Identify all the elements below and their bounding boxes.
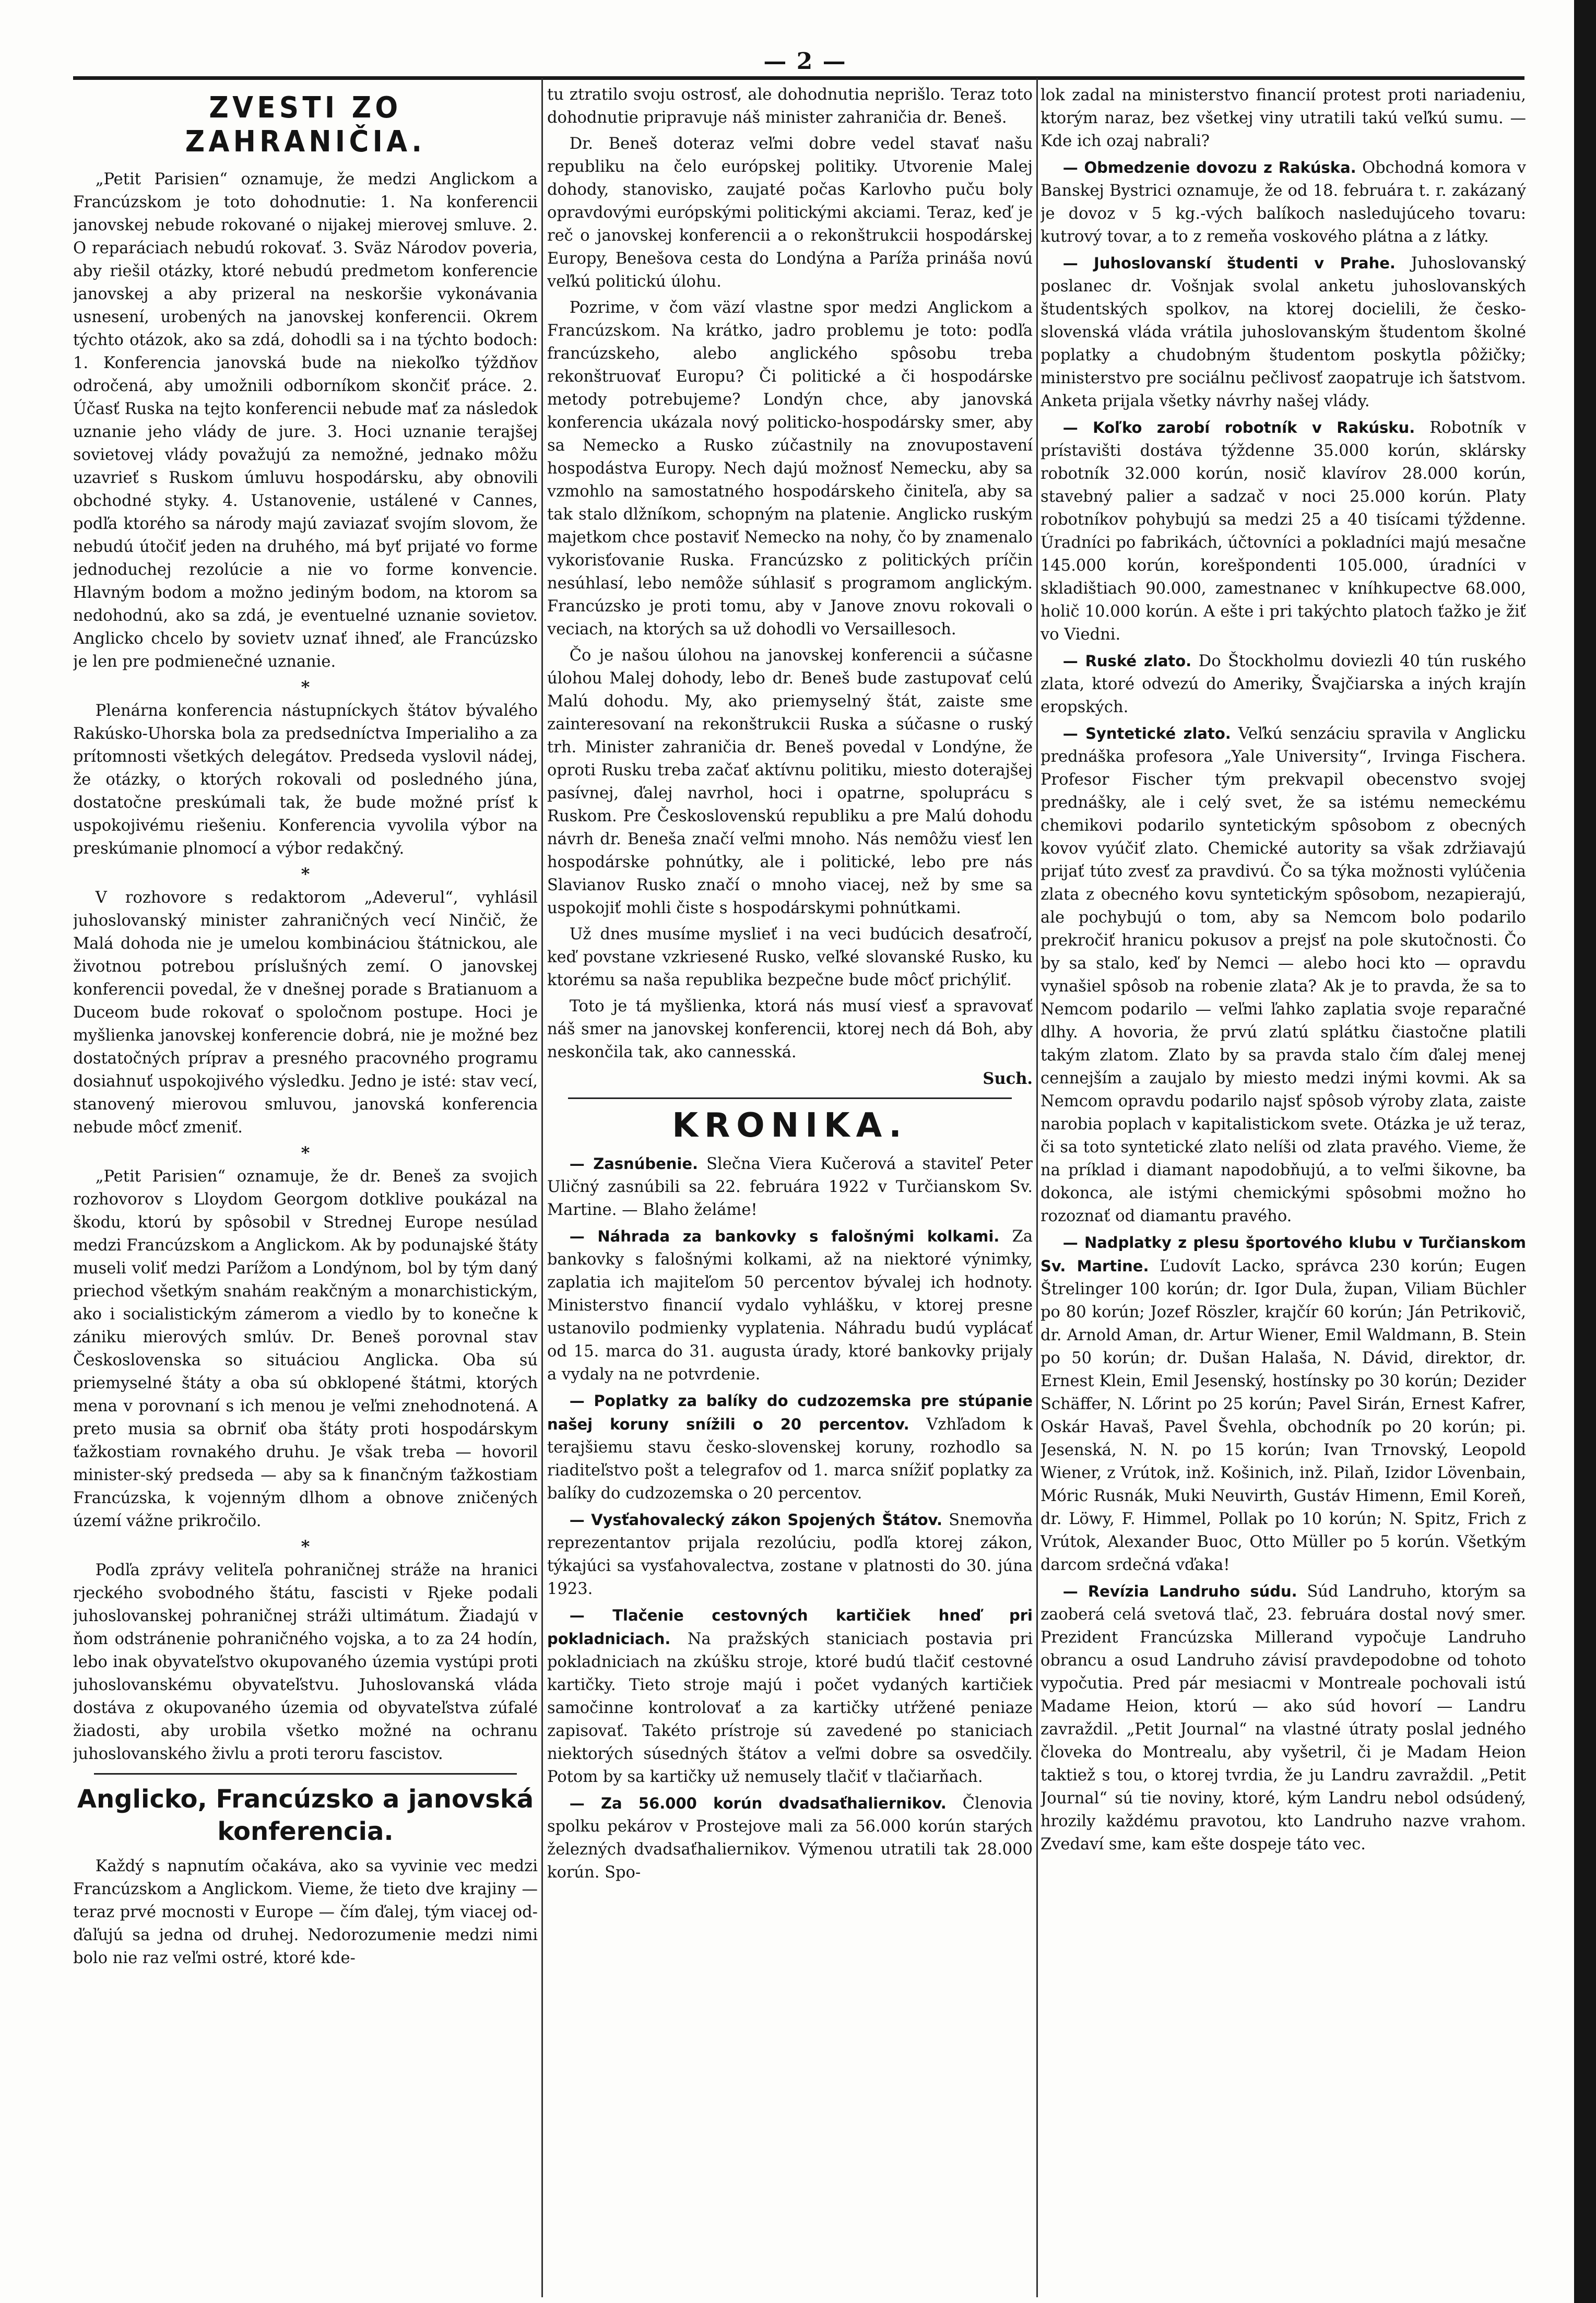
scan-edge <box>1574 0 1596 2303</box>
article-paragraph: Pozrime, v čom väzí vlastne spor medzi Anglickom a Francúzskom. Na krátko, jadro problemu je toto: podľa francúzskeho, alebo anglického spôsobu treba rekonštruovať Europu? Či politické a či hospodárske metody potrebujeme? Londýn chce, aby janovská konferencia ukázala nový politicko-hospodársky smer, aby sa Nemecko a Rusko zúčastnily na znovupostavení hospodástva Europy. Nech dajú možnosť Nemecku, aby sa vzmohlo na samostatného hospodárskeho činiteľa, aby sa tak stalo dlžníkom, schopným na platenie. Anglicko ruským majetkom chce postaviť Nemecko na nohy, čo by znamenalo vykorisťovanie Ruska. Francúzsko z politických príčin nesúhlasí, lebo nemôže súhlasiť s programom anglickým. Francúzsko je proti tomu, aby v Janove znovu rokovali o veciach, na ktorých sa už dohodli vo Versaillesoch. <box>547 299 1033 639</box>
kronika-item-title: — Ruské zlato. <box>1062 652 1192 670</box>
section-heading: ZVESTI ZO ZAHRANIČIA. <box>185 91 426 159</box>
kronika-item-text: Členovia spolku pekárov v Prostejove mali za 56.000 korún starých železných dvadsaťhaliernikov. Výmenou utratili tak 28.000 korún. Spo- <box>547 1794 1033 1882</box>
article-paragraph: Toto je tá myšlienka, ktorá nás musí viesť a spravovať náš smer na janovskej konferencii, ktorej nech dá Boh, aby neskončila tak, ako cannesská. <box>547 997 1033 1061</box>
separator-star: * <box>301 677 310 697</box>
kronika-item <box>547 1604 1033 1789</box>
kronika-item <box>547 1389 1033 1505</box>
kronika-item <box>547 1508 1033 1601</box>
kronika-item-title: — Za 56.000 korún dvadsaťhaliernikov. <box>569 1794 947 1812</box>
column-rule <box>541 78 543 2297</box>
article-paragraph: Už dnes musíme myslieť i na veci budúcich desaťročí, keď povstane vzkriesené Rusko, veľké slovanské Rusko, ku ktorému sa naša republika bezpečne bude môcť prichýliť. <box>547 925 1033 989</box>
kronika-item-text: Za bankovky s falošnými kolkami, až na niektoré výnimky, zaplatia ich majiteľom 50 percentov bývalej ich hodnoty. Ministerstvo financií vydalo vyhlášku, v ktorej presne ustanovilo podmienky vyplatenia. Náhradu budú vyplácať od 15. marca do 31. augusta úrady, ktoré bankovky prijaly a vydaly na ne potvrdenie. <box>547 1227 1033 1384</box>
kronika-item-title: — Juhoslovanskí študenti v Prahe. <box>1062 254 1396 272</box>
kronika-item <box>1041 252 1526 413</box>
kronika-item-text: Do Štockholmu doviezli 40 tún ruského zlata, ktoré odvezú do Ameriky, Švajčiarska a iných krajín eropských. <box>1041 652 1526 716</box>
news-item: „Petit Parisien“ oznamuje, že medzi Anglickom a Francúzskom je toto dohodnutie: 1. Na konferencii janovskej nebude rokované o nijakej mierovej smluve. 2. O reparáciach nebudú rokovať. 3. Sväz Národov poveria, aby riešil otázky, ktoré nebudú predmetom konferencie janovskej a aby prizeral na neskoršie vykonávania usnesení, urobených na janovskej konferencii. Okrem týchto otázok, ako sa zdá, dohodli sa i na týchto bodoch: 1. Konferencia janovská bude na niekoľko týždňov odročená, aby umožnili odborníkom skončiť práce. 2. Účasť Ruska na tejto konferencii nebude mať za následok uznanie jeho vlády de jure. 3. Hoci uznanie terajšej sovietovej vlády považujú za nemožné, jednako môžu uzavrieť s Ruskom úmluvu hospodársku, aby obnovili obchodné styky. 4. Ustanovenie, ustálené v Cannes, podľa ktorého sa národy majú zaviazať svojím slovom, že nebudú útočiť jeden na druhého, má byť prijaté vo forme jednoduchej rezolúcie a nie vo forme konvencie. Hlavným bodom a možno jediným bodom, na ktorom sa nedohodnú, ako sa zdá, je eventuelné uznanie sovietov. Anglicko chcelo by sovietv uznať ihneď, ale Francúzsko je len pre podmienečné uznanie. <box>73 170 538 671</box>
news-item: Podľa zprávy veliteľa pohraničnej stráže na hranici rjeckého svobodného štátu, fascisti v Rjeke podali juhoslovanskej pohraničnej stráži ultimátum. Žiadajú v ňom odstránenie pohraničného vojska, a to za 24 hodín, lebo inak obyvateľstvo okupovaného územia vystúpi proti juhoslovanskému obyvateľstvu. Juhoslovanská vláda dostáva z okupovaného územia od obyvateľstva zúfalé žiadosti, aby urobila všetko možné na ochranu juhoslovanského živlu a proti teroru fascistov. <box>73 1561 538 1763</box>
kronika-item-title: — Tlačenie cestovných kartičiek hneď pri pokladniciach. <box>547 1607 1033 1648</box>
kronika-item <box>1041 156 1526 249</box>
kronika-item-title: — Koľko zarobí robotník v Rakúsku. <box>1062 419 1415 436</box>
separator-star: * <box>301 1143 310 1163</box>
column-1 <box>73 84 538 1973</box>
article-heading: Anglicko, Francúzsko a janovská konferencia. <box>77 1785 534 1846</box>
separator-star: * <box>301 864 310 884</box>
kronika-item-title: — Zasnúbenie. <box>569 1155 699 1173</box>
kronika-item <box>1041 1580 1526 1856</box>
column-3 <box>1041 84 1526 1859</box>
news-item: „Petit Parisien“ oznamuje, že dr. Beneš za svojich rozhovorov s Lloydom Georgom dotklive poukázal na škodu, ktorú by spôsobil v Strednej Europe nesúlad medzi Francúzskom a Anglickom. Ak by podunajské štáty museli voliť medzi Parížom a Londýnom, bol by tým daný priechod všetkým snahám reakčným a monarchistickým, ako i socialistickým zámerom a viedlo by to konečne k zániku mierových smlúv. Dr. Beneš porovnal stav Československa so situáciou Anglicka. Oba sú priemyselné štáty a oba sú obklopené štátmi, ktorých mena v porovnaní s ich menou je veľmi znehodnotená. A preto musia sa obrniť oba štáty proti hospodárskym ťažkostiam rovnakého druhu. Je však treba — hovoril minister-ský predseda — aby sa k finančným ťažkostiam Francúzska, k vojenným dlhom a obnove zničených území vážne prikročilo. <box>73 1167 538 1530</box>
article-signature: Such. <box>983 1069 1033 1088</box>
kronika-item-title: — Náhrada za bankovky s falošnými kolkami. <box>569 1227 1000 1245</box>
separator-star: * <box>301 1537 310 1556</box>
article-paragraph: tu ztratilo svoju ostrosť, ale dohodnutia neprišlo. Teraz toto dohodnutie pripravuje náš minister zahraničia dr. Beneš. <box>547 86 1033 127</box>
kronika-item-text: Obchodná komora v Banskej Bystrici oznamuje, že od 18. februára t. r. zakázaný je dovoz v 5 kg.-vých balíkoch nasledujúceho tovaru: kutrový tovar, a to z remeňa voskového plátna a z látky. <box>1041 159 1526 246</box>
section-rule <box>568 1097 1012 1099</box>
kronika-item <box>547 1152 1033 1222</box>
kronika-item-title: — Obmedzenie dovozu z Rakúska. <box>1062 159 1356 176</box>
kronika-item <box>1041 722 1526 1228</box>
kronika-item-title: — Revízia Landruho súdu. <box>1062 1582 1297 1600</box>
kronika-item <box>1041 649 1526 719</box>
kronika-item <box>1041 416 1526 646</box>
kronika-item-text: Veľkú senzáciu spravila v Anglicku prednáška profesora „Yale University“, Irvinga Fischera. Profesor Fischer tým prekvapil obecenstvo svojej prednášky, ale i celý svet, že sa istému nemeckému chemikovi podarilo syntetickým spôsobom z obecných kovov vyúčiť zlato. Chemické autority sa však zdržiavajú prijať túto zvesť za pravdivú. Čo sa týka možnosti vylúčenia zlata z obecného kovu syntetickým spôsobom, nezapierajú, ale pochybujú o tom, aby sa Nemcom bolo podarilo prekročiť hranicu pokusov a prejsť na pole skutočnosti. Čo by sa stalo, keď by Nemci — alebo hoci kto — opravdu vynašiel spôsob na robenie zlata? Ak je to pravda, že sa to Nemcom podarilo — veľmi ľahko zaplatia svoje reparačné dlhy. A hovoria, že prvú zlatú splátku čiastočne platili takým zlatom. Zlato by sa pravda stalo čím ďalej menej cennejším a zaujalo by miesto medzi inými kovmi. Ak sa Nemcom opravdu podarilo najsť spôsob výroby zlata, zaiste narobia poplach v kapitalistickom svete. Otázka je už teraz, či sa toto syntetické zlato nelíši od zlata pravého. Vieme, že na príklad i diamant napodobňujú, a to veľmi šikovne, ba dokonca, ale istými chemickými spôsobmi možno ho rozoznať od diamantu pravého. <box>1041 725 1526 1225</box>
kronika-item-title: — Syntetické zlato. <box>1062 725 1231 742</box>
kronika-item-text: lok zadal na ministerstvo financií protest proti nariadeniu, ktorým naraz, bez všetkej viny utratili takú veľkú sumu. — Kde ich ozaj nabrali? <box>1041 86 1526 150</box>
column-2 <box>547 84 1033 1887</box>
news-item: Plenárna konferencia nástupníckych štátov bývalého Rakúsko-Uhorska bola za predsedníctva Imperialiho a za prítomnosti všetkých delegátov. Predseda vyslovil nádej, že otázky, o ktorých rokovali od posledného júna, dostatočne preskúmali tak, že bude možné prísť k uspokojivému riešeniu. Konferencia vyvolila výbor na preskúmanie plnomocí a výbor redakčný. <box>73 702 538 858</box>
kronika-item-text: Ľudovít Lacko, správca 230 korún; Eugen Štrelinger 100 korún; dr. Igor Dula, župan, Viliam Büchler po 80 korún; Jozef Röszler, krajčír 60 korún; Ján Petrikovič, dr. Arnold Aman, dr. Artur Wiener, Emil Waldmann, B. Stein po 50 korún; dr. Dušan Halaša, N. Dávid, direktor, dr. Ernest Klein, Emil Jesenský, hostínsky po 30 korún; Dezider Schäffer, N. Lőrint po 25 korún; Pavel Sirán, Ernest Kafrer, Oskár Havaš, Pavel Švehla, obchodník po 20 korún; pi. Jesenská, N. N. po 15 korún; Ivan Trnovský, Leopold Wiener, z Vrútok, inž. Košinich, inž. Pilaň, Izidor Lövenbain, Móric Rusnák, Muki Neuvirth, Gustáv Himenn, Emil Koreň, dr. Löwy, F. Himmel, Pollak po 10 korún; N. Spitz, Frich z Vrútok, Alexander Buoc, Otto Müller po 5 korún. Všetkým darcom srdečná vďaka! <box>1041 1257 1526 1574</box>
column-rule <box>1036 78 1038 2297</box>
kronika-heading: KRONIKA. <box>672 1106 908 1145</box>
section-rule <box>94 1773 517 1775</box>
page-number: — 2 — <box>763 48 847 75</box>
article-paragraph: Dr. Beneš doteraz veľmi dobre vedel stavať našu republiku na čelo európskej politiky. Utvorenie Malej dohody, stanovisko, zaujaté počas Karlovho puču boly opravdovými európskými politickými akciami. Teraz, keď je reč o janovskej konferencii a o rekonštrukcii hospodárskej Europy, Benešova cesta do Londýna a Paríža prináša novú veľkú politickú úlohu. <box>547 135 1033 291</box>
kronika-item <box>1041 84 1526 153</box>
news-item: V rozhovore s redaktorom „Adeverul“, vyhlásil juhoslovanský minister zahraničných vecí Ninčič, že Malá dohoda nie je umelou kombináciou štátnickou, ale životnou potrebou príslušných zemí. O janovskej konferencii povedal, že v dnešnej porade s Bratianuom a Duceom bude rokovať o spoločnom postupe. Hoci je myšlienka janovskej konferencie dobrá, nie je možné bez dostatočných príprav a presného pracovného programu dosiahnuť uspokojivého výsledku. Jedno je isté: stav vecí, stanovený mierovou smluvou, janovská konferencia nebude môcť zmeniť. <box>73 889 538 1137</box>
kronika-item-text: Vzhľadom k terajšiemu stavu česko-slovenskej koruny, rozhodlo sa riaditeľstvo pošt a telegrafov od 1. marca snížiť poplatky za balíky do cudzozemska o 20 percentov. <box>547 1415 1033 1503</box>
kronika-item <box>547 1225 1033 1386</box>
kronika-item-text: Robotník v prístavišti dostáva týždenne 35.000 korún, sklársky robotník 32.000 korún, nosič klavírov 28.000 korún, stavebný palier a sadzač v noci 25.000 korún. Platy robotníkov pohybujú sa medzi 25 a 40 tisícami týždenne. Úradníci po fabrikách, účtovníci a pokladníci majú mesačne 145.000 korún, korešpondenti 105.000, úradníci v skladištiach 90.000, zamestnanec v kníhkupectve 68.000, holič 10.000 korún. A ešte i pri takýchto platoch ťažko je žiť vo Viedni. <box>1041 419 1526 644</box>
kronika-item-title: — Nadplatky z plesu športového klubu v Turčianskom Sv. Martine. <box>1041 1234 1526 1275</box>
article-paragraph: Každý s napnutím očakáva, ako sa vyvinie vec medzi Francúzskom a Anglickom. Vieme, že tieto dve krajiny — teraz prvé mocnosti v Europe — čím ďalej, tým viacej od-ďaľujú sa jedna od druhej. Nedorozumenie medzi nimi bolo nie raz veľmi ostré, ktoré kde- <box>73 1857 538 1967</box>
kronika-item-title: — Vysťahovalecký zákon Spojených Štátov. <box>569 1511 943 1529</box>
header-rule <box>73 76 1524 80</box>
kronika-item <box>1041 1231 1526 1577</box>
kronika-item-title: — Poplatky za balíky do cudzozemska pre stúpanie našej koruny snížili o 20 percentov. <box>547 1392 1033 1433</box>
kronika-item <box>547 1792 1033 1884</box>
kronika-item-text: Súd Landruho, ktorým sa zaoberá celá svetová tlač, 23. februára dostal nový smer. Prezident Francúzska Millerand vypočuje Landruho obrancu a osud Landruho závisí pravdepodobne od tohoto vypočutia. Pred pár mesiacmi v Montreale pochovali istú Madame Heion, ktorú — ako súd hovorí — Landru zavraždil. „Petit Journal“ na vlastné útraty poslal jedného človeka do Montrealu, aby vyšetril, či je Madam Heion taktiež s tou, o ktorej tvrdia, že ju Landru zavraždil. „Petit Journal“ sú tie noviny, ktoré, kým Landru nebol odsúdený, hrozily každému pravotou, kto Landruho nazve vrahom. Zvedaví sme, kam ešte dospeje táto vec. <box>1041 1582 1526 1853</box>
article-paragraph: Čo je našou úlohou na janovskej konferencii a súčasne úlohou Malej dohody, lebo dr. Beneš bude zastupovať celú Malú dohodu. My, ako priemyselný štát, zaiste sme zainteresovaní na rekonštrukcii Ruska a súčasne o ruský trh. Minister zahraničia dr. Beneš povedal v Londýne, že oproti Rusku treba začať aktívnu politiku, miesto doterajšej pasívnej, ďalej navrhol, hoci i opatrne, spoluprácu s Ruskom. Pre Československú republiku a pre Malú dohodu návrh dr. Beneša značí veľmi mnoho. Nás nemôžu viesť len hospodárske pohnútky, ale i politické, lebo pre nás Slavianov Rusko značí o mnoho viacej, než by sme sa uspokojiť mohli čiste s hospodárskymi pohnútkami. <box>547 646 1033 917</box>
kronika-item-text: Na pražských staniciach postavia pri pokladniciach na zkúšku stroje, ktoré budú tlačiť cestovné kartičky. Tieto stroje majú i počet vydaných kartičiek samočinne kontrolovať a za kartičky utŕžené peniaze zapisovať. Takéto prístroje sú zavedené po staniciach niektorých súsedných štátov a veľmi dobre sa osvedčily. Potom by sa kartičky už nemusely tlačiť v tlačiarňach. <box>547 1630 1033 1786</box>
kronika-item-text: Juhoslovanský poslanec dr. Vošnjak svolal anketu juhoslovanských študentských spolkov, na ktorej docielili, že česko-slovenská vláda vrátila juhoslovanským študentom školné poplatky a chudobným študentom poskytla pôžičky; ministerstvo pre sociálnu pečlivosť zaopatruje ich šatstvom. Anketa prijala všetky návrhy našej vlády. <box>1041 254 1526 410</box>
kronika-item-text: Slečna Viera Kučerová a staviteľ Peter Uličný zasnúbili sa 22. februára 1922 v Turčianskom Sv. Martine. — Blaho želáme! <box>547 1155 1033 1219</box>
kronika-item-text: Snemovňa reprezentantov prijala rezolúciu, podľa ktorej zákon, týkajúci sa vysťahovalectva, zostane v platnosti do 30. júna 1923. <box>547 1511 1033 1598</box>
